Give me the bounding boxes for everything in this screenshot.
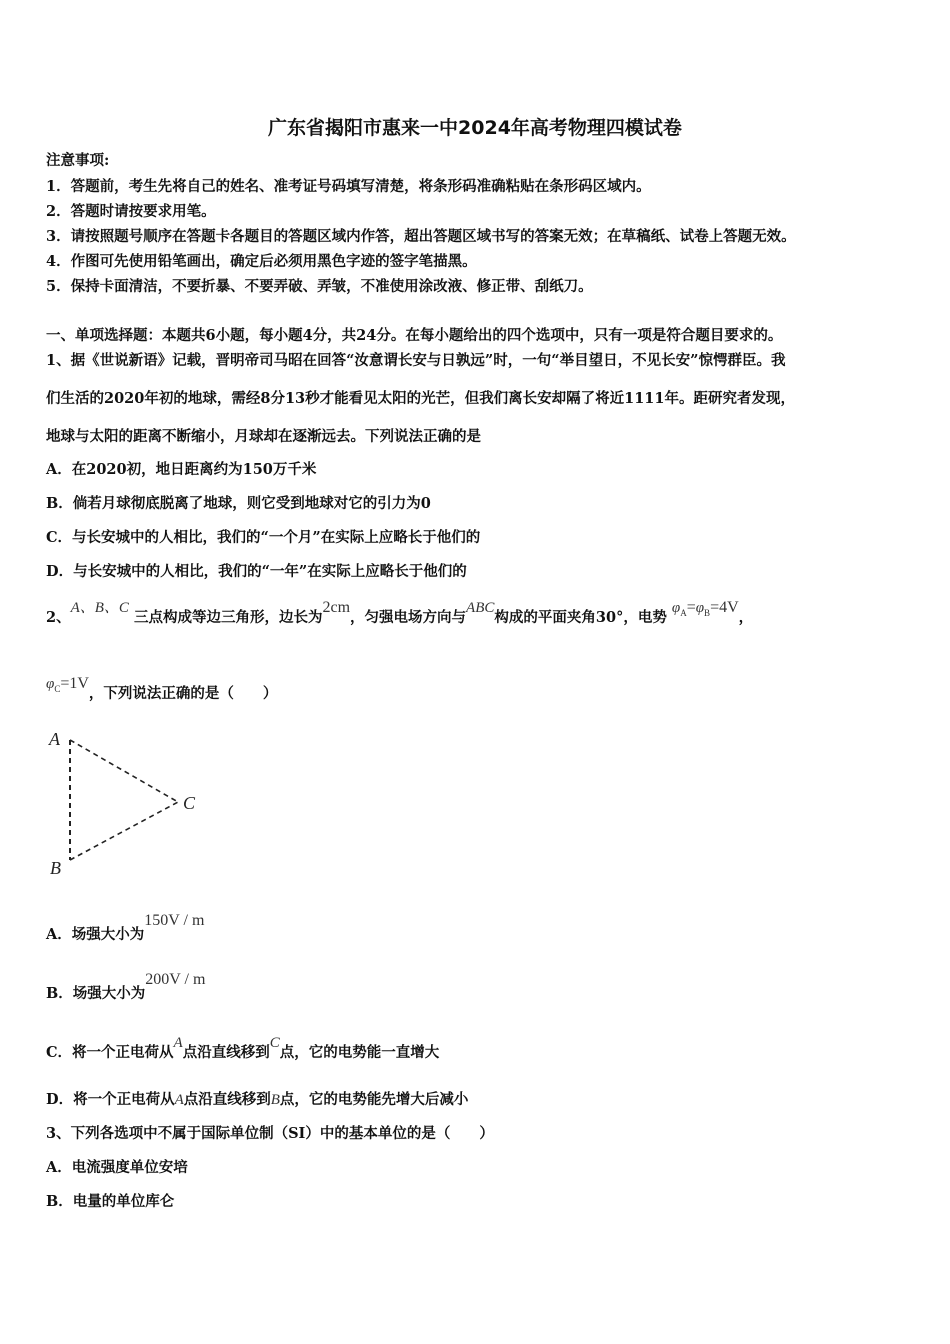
notice-item: 5．保持卡面清洁，不要折暴、不要弄破、弄皱，不准使用涂改液、修正带、刮纸刀。 xyxy=(46,278,593,295)
q2-points: A、B、C xyxy=(70,600,129,616)
edge-ac xyxy=(70,740,178,802)
q2-option-b-value: 200V / m xyxy=(145,971,206,988)
q2-option-d: D．将一个正电荷从A点沿直线移到B点，它的电势能先增大后减小 xyxy=(46,1091,469,1108)
notice-heading: 注意事项: xyxy=(46,152,110,169)
q2-text: 三点构成等边三角形，边长为 xyxy=(134,609,323,626)
q2-plane: ABC xyxy=(466,600,495,616)
q3-option-b: B．电量的单位库仑 xyxy=(46,1193,175,1210)
q1-stem-line: 1、据《世说新语》记载，晋明帝司马昭在回答“汝意谓长安与日孰远”时，一句“举目望日，不见长安”惊愕群臣。我 xyxy=(46,352,786,369)
vertex-label-c: C xyxy=(183,793,196,813)
q2-number: 2、 xyxy=(46,609,71,626)
q2-text: 构成的平面夹角30°，电势 xyxy=(494,609,667,626)
q2-option-a: A．场强大小为150V / m xyxy=(46,912,205,943)
q2-stem-line1 xyxy=(46,599,754,629)
q1-option-b: B．倘若月球彻底脱离了地球，则它受到地球对它的引力为0 xyxy=(46,495,431,512)
q2-text: ，匀强电场方向与 xyxy=(350,609,467,626)
q2-stem-line2 xyxy=(46,675,278,705)
q1-option-a: A．在2020初，地日距离约为150万千米 xyxy=(46,461,317,478)
notice-item: 1．答题前，考生先将自己的姓名、准考证号码填写清楚，将条形码准确粘贴在条形码区域内。 xyxy=(46,178,651,195)
section-heading: 一、单项选择题：本题共6小题，每小题4分，共24分。在每小题给出的四个选项中，只有一项是符合题目要求的。 xyxy=(46,327,783,344)
q2-option-b: B．场强大小为200V / m xyxy=(46,971,206,1002)
notice-item: 3．请按照题号顺序在答题卡各题目的答题区域内作答，超出答题区域书写的答案无效；在草稿纸、试卷上答题无效。 xyxy=(46,228,796,245)
exam-title: 广东省揭阳市惠来一中2024年高考物理四模试卷 xyxy=(268,117,682,139)
vertex-label-a: A xyxy=(49,729,60,749)
notice-item: 4．作图可先使用铅笔画出，确定后必须用黑色字迹的签字笔描黑。 xyxy=(46,253,477,270)
q2-option-c: C．将一个正电荷从A点沿直线移到C点，它的电势能一直增大 xyxy=(46,1035,440,1061)
q1-stem-line: 们生活的2020年初的地球，需经8分13秒才能看见太阳的光芒，但我们离长安却隔了将近1111年。距研究者发现， xyxy=(46,390,795,407)
q2-option-a-value: 150V / m xyxy=(144,912,205,929)
q3-stem: 3、下列各选项中不属于国际单位制（SI）中的基本单位的是（ ） xyxy=(46,1125,494,1142)
q2-question: ，下列说法正确的是（ ） xyxy=(88,685,278,702)
vertex-label-b: B xyxy=(50,858,61,878)
notice-item: 2．答题时请按要求用笔。 xyxy=(46,203,216,220)
q2-potential-c: $\varphi_C=1V$ xyxy=(46,675,89,694)
q2-comma: ， xyxy=(738,609,754,626)
q3-option-a: A．电流强度单位安培 xyxy=(46,1159,188,1176)
triangle-figure xyxy=(44,724,214,884)
edge-bc xyxy=(70,802,178,860)
q1-stem-line: 地球与太阳的距离不断缩小，月球却在逐渐远去。下列说法正确的是 xyxy=(46,428,481,445)
q1-option-c: C．与长安城中的人相比，我们的“一个月”在实际上应略长于他们的 xyxy=(46,529,481,546)
q2-side-length: 2cm xyxy=(322,599,351,616)
q1-option-d: D．与长安城中的人相比，我们的“一年”在实际上应略长于他们的 xyxy=(46,563,467,580)
q2-potential-ab: $\varphi_A=\varphi_B=4V$ xyxy=(671,599,739,618)
